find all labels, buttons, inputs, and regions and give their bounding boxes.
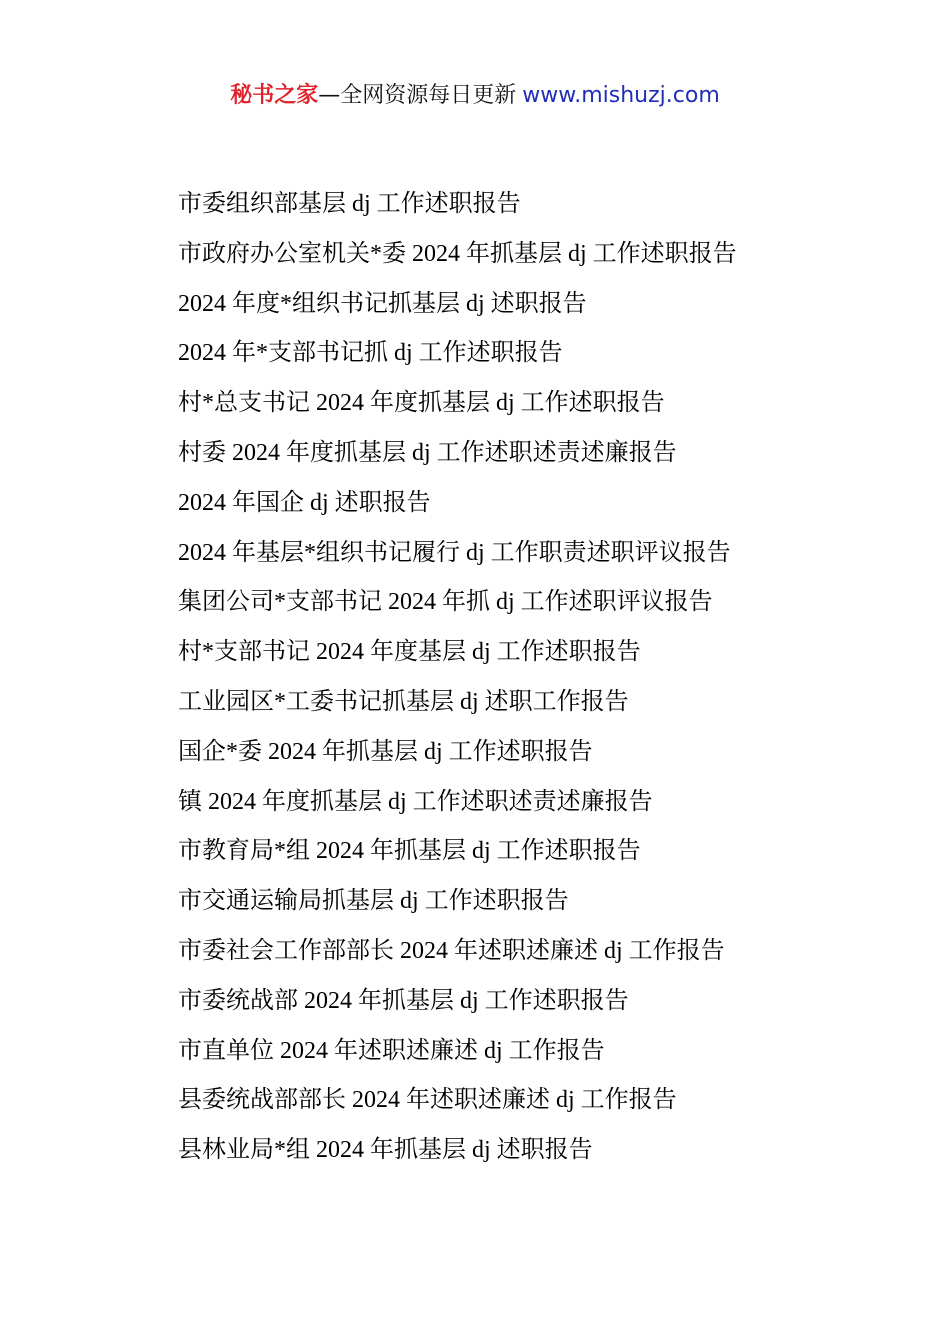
list-item: 县林业局*组 2024 年抓基层 dj 述职报告 xyxy=(178,1137,593,1164)
list-item: 村*支部书记 2024 年度基层 dj 工作述职报告 xyxy=(178,639,641,666)
list-item: 2024 年度*组织书记抓基层 dj 述职报告 xyxy=(178,290,587,317)
list-item: 市委统战部 2024 年抓基层 dj 工作述职报告 xyxy=(178,987,629,1014)
document-title-list xyxy=(178,180,898,1176)
list-item: 村委 2024 年度抓基层 dj 工作述职述责述廉报告 xyxy=(178,439,677,466)
site-url-link[interactable]: www.mishuzj.com xyxy=(522,83,720,108)
list-item: 2024 年基层*组织书记履行 dj 工作职责述职评议报告 xyxy=(178,539,731,566)
list-item: 国企*委 2024 年抓基层 dj 工作述职报告 xyxy=(178,738,593,765)
list-item: 2024 年国企 dj 述职报告 xyxy=(178,489,431,516)
site-header xyxy=(0,78,950,114)
list-item: 工业园区*工委书记抓基层 dj 述职工作报告 xyxy=(178,688,629,715)
list-item: 镇 2024 年度抓基层 dj 工作述职述责述廉报告 xyxy=(178,788,653,815)
brand-name: 秘书之家 xyxy=(230,83,319,108)
list-item: 市政府办公室机关*委 2024 年抓基层 dj 工作述职报告 xyxy=(178,240,737,267)
list-item: 2024 年*支部书记抓 dj 工作述职报告 xyxy=(178,340,563,367)
list-item: 市教育局*组 2024 年抓基层 dj 工作述职报告 xyxy=(178,838,641,865)
list-item: 市委社会工作部部长 2024 年述职述廉述 dj 工作报告 xyxy=(178,937,725,964)
list-item: 市交通运输局抓基层 dj 工作述职报告 xyxy=(178,888,569,915)
header-slogan: —全网资源每日更新 xyxy=(318,83,517,108)
list-item: 村*总支书记 2024 年度抓基层 dj 工作述职报告 xyxy=(178,390,665,417)
list-item: 市委组织部基层 dj 工作述职报告 xyxy=(178,191,521,217)
list-item: 县委统战部部长 2024 年述职述廉述 dj 工作报告 xyxy=(178,1087,677,1114)
list-item: 集团公司*支部书记 2024 年抓 dj 工作述职评议报告 xyxy=(178,589,713,616)
list-item: 市直单位 2024 年述职述廉述 dj 工作报告 xyxy=(178,1037,605,1064)
